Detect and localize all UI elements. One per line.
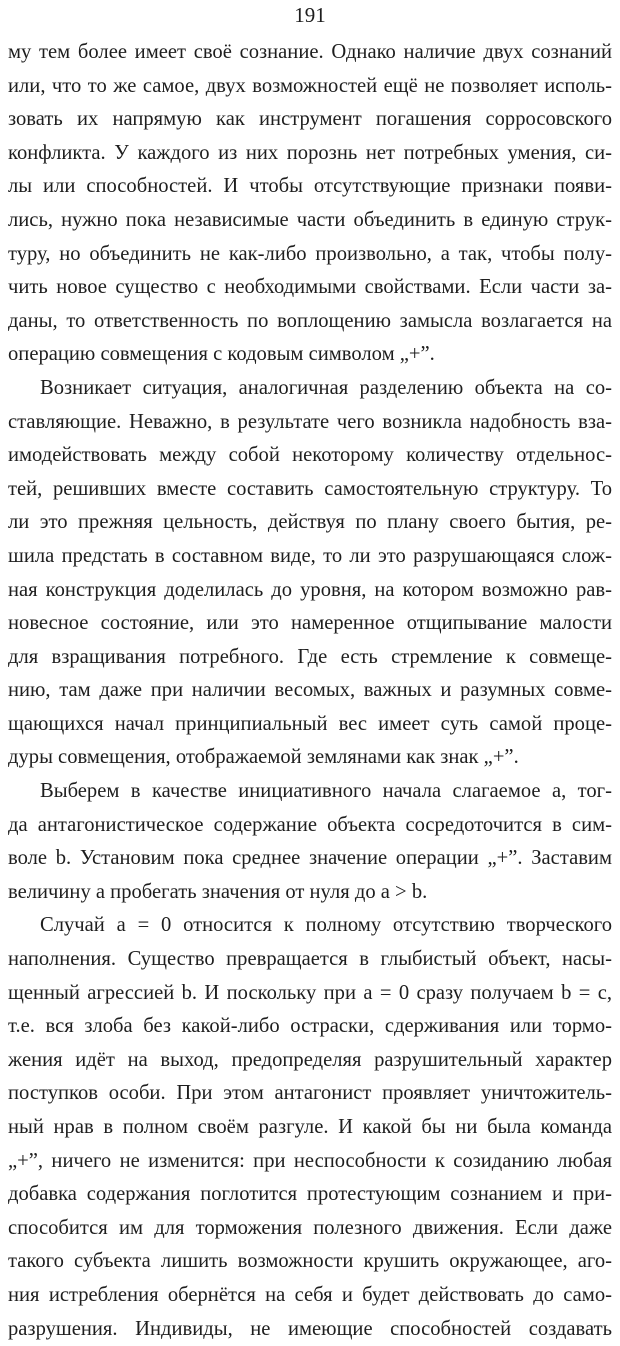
text-line: лись, нужно пока независимые части объединить в единую струк- bbox=[8, 208, 612, 231]
text-line: величину a пробегать значения от нуля до a > b. bbox=[8, 880, 428, 903]
text-line: ставляющие. Неважно, в результате чего возникла надобность вза- bbox=[8, 410, 612, 433]
text-line: такого субъекта лишить возможности крушить окружающее, аго- bbox=[8, 1250, 612, 1273]
text-line: Выберем в качестве инициативного начала слагаемое a, тог- bbox=[40, 780, 612, 803]
text-line: для взращивания потребного. Где есть стремление к совмеще- bbox=[8, 645, 612, 668]
text-line: или, что то же самое, двух возможностей ещё не позволяет исполь- bbox=[8, 74, 612, 97]
text-line: Случай a = 0 относится к полному отсутствию творческого bbox=[40, 914, 612, 937]
text-line: ли это прежняя цельность, действуя по плану своего бытия, ре- bbox=[8, 511, 612, 534]
text-line: способится им для торможения полезного движения. Если даже bbox=[8, 1216, 612, 1239]
text-line: воле b. Установим пока среднее значение операции „+”. Заставим bbox=[8, 847, 612, 870]
text-line: наполнения. Существо превращается в глыбистый объект, насы- bbox=[8, 948, 612, 971]
text-line: поступков особи. При этом антагонист проявляет уничтожитель- bbox=[8, 1082, 612, 1105]
text-line: добавка содержания поглотится протестующим сознанием и при- bbox=[8, 1183, 612, 1206]
text-line: даны, то ответственность по воплощению замысла возлагается на bbox=[8, 309, 612, 332]
text-line: т.е. вся злоба без какой-либо остраски, сдерживания или тормо- bbox=[8, 1015, 612, 1038]
text-line: операцию совмещения с кодовым символом „+”. bbox=[8, 343, 435, 366]
text-line: шила предстать в составном виде, то ли это разрушающаяся слож- bbox=[8, 544, 612, 567]
text-line: дуры совмещения, отображаемой землянами как знак „+”. bbox=[8, 746, 519, 769]
text-line: щающихся начал принципиальный вес имеет суть самой проце- bbox=[8, 712, 612, 735]
text-line: ния истребления обернётся на себя и будет действовать до само- bbox=[8, 1283, 612, 1306]
text-line: новесное состояние, или это намеренное отщипывание малости bbox=[8, 612, 612, 635]
text-line: чить новое существо с необходимыми свойствами. Если части за- bbox=[8, 276, 612, 299]
text-line: нию, там даже при наличии весомых, важных и разумных совме- bbox=[8, 679, 612, 702]
text-line: жения идёт на выход, предопределяя разрушительный характер bbox=[8, 1048, 612, 1071]
text-line: лы или способностей. И чтобы отсутствующие признаки появи- bbox=[8, 175, 612, 198]
text-line: му тем более имеет своё сознание. Однако наличие двух сознаний bbox=[8, 41, 612, 63]
text-line: имодействовать между собой некоторому количеству отдельнос- bbox=[8, 444, 612, 467]
text-line: ная конструкция доделилась до уровня, на котором возможно рав- bbox=[8, 578, 612, 601]
text-line: зовать их напрямую как инструмент погашения сорросовского bbox=[8, 108, 612, 131]
text-line: ный нрав в полном своём разгуле. И какой бы ни была команда bbox=[8, 1116, 612, 1138]
text-line: „+”, ничего не изменится: при неспособности к созиданию любая bbox=[8, 1149, 612, 1172]
text-line: разрушения. Индивиды, не имеющие способностей создавать bbox=[8, 1317, 612, 1340]
text-line: тей, решивших вместе составить самостоятельную структуру. То bbox=[8, 477, 612, 500]
body-text bbox=[8, 36, 612, 1346]
text-line: щенный агрессией b. И поскольку при a = 0 сразу получаем b = c, bbox=[8, 981, 612, 1004]
text-line: да антагонистическое содержание объекта сосредоточится в сим- bbox=[8, 813, 612, 836]
text-line: конфликта. У каждого из них порознь нет потребных умения, си- bbox=[8, 141, 612, 164]
page-number: 191 bbox=[294, 3, 326, 27]
text-line: туру, но объединить не как-либо произвольно, а так, чтобы полу- bbox=[8, 242, 612, 265]
text-line: Возникает ситуация, аналогичная разделению объекта на со- bbox=[40, 376, 612, 399]
